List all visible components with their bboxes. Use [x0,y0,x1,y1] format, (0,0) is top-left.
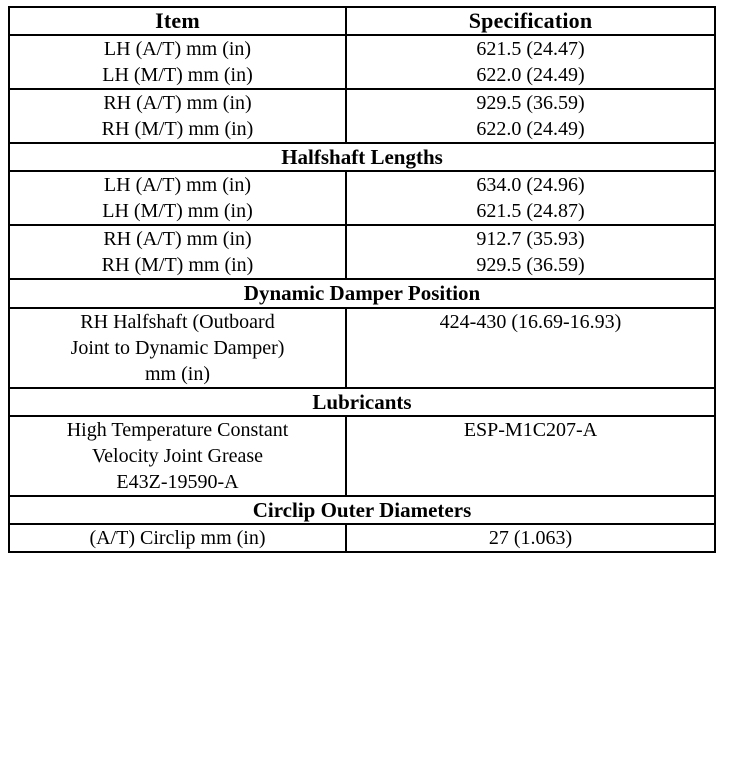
item-text: mm (in) [145,362,210,385]
specification-text: ESP-M1C207-A [463,418,598,441]
specification-cell [346,89,715,143]
specification-table-container [8,6,714,553]
section-heading-text: Dynamic Damper Position [243,281,481,306]
specification-text: 912.7 (35.93) [476,228,585,251]
table-row [9,225,715,279]
section-heading-cell [9,279,715,307]
specification-cell [346,35,715,89]
item-cell [9,416,346,496]
section-heading-cell [9,496,715,524]
item-cell [9,524,346,552]
item-cell [9,171,346,225]
item-text: RH (A/T) mm (in) [103,228,252,251]
table-row [9,496,715,524]
table-header-row [9,7,715,35]
section-heading-text: Halfshaft Lengths [281,145,443,169]
item-text: (A/T) Circlip mm (in) [89,527,266,549]
item-text: LH (M/T) mm (in) [102,200,253,223]
item-text: RH (A/T) mm (in) [103,92,252,114]
item-cell [9,308,346,388]
item-text: LH (A/T) mm (in) [103,174,252,197]
specification-text: 622.0 (24.49) [476,64,585,86]
section-heading-cell [9,388,715,416]
item-cell [9,35,346,89]
item-text: E43Z-19590-A [116,470,239,493]
item-text: RH Halfshaft (Outboard [80,310,275,333]
specification-text: 634.0 (24.96) [476,174,585,197]
column-header-item: Item [9,7,346,35]
table-row [9,89,715,143]
item-cell [9,225,346,279]
table-row [9,35,715,89]
item-text: RH (M/T) mm (in) [101,118,254,140]
specification-table [8,6,716,553]
table-row [9,416,715,496]
specification-text: 424-430 (16.69-16.93) [439,310,622,333]
section-heading-text: Circlip Outer Diameters [252,497,472,522]
table-row [9,279,715,307]
item-cell [9,89,346,143]
specification-cell [346,308,715,388]
item-text: RH (M/T) mm (in) [101,254,254,277]
table-row [9,171,715,225]
specification-cell [346,171,715,225]
table-body [9,35,715,552]
table-row [9,388,715,416]
specification-cell [346,416,715,496]
table-row [9,524,715,552]
specification-text: 621.5 (24.47) [476,38,585,60]
specification-cell [346,524,715,552]
item-text: High Temperature Constant [66,418,289,441]
specification-text: 621.5 (24.87) [476,200,585,223]
specification-text: 622.0 (24.49) [476,118,585,140]
table-row [9,308,715,388]
item-text: LH (M/T) mm (in) [102,64,253,86]
section-heading-text: Lubricants [312,389,412,414]
specification-cell [346,225,715,279]
item-text: LH (A/T) mm (in) [103,38,252,60]
specification-text: 929.5 (36.59) [476,254,585,277]
specification-text: 929.5 (36.59) [476,92,585,114]
specification-text: 27 (1.063) [488,527,573,549]
section-heading-cell [9,143,715,171]
item-text: Joint to Dynamic Damper) [70,336,285,359]
table-row [9,143,715,171]
column-header-specification: Specification [346,7,715,35]
item-text: Velocity Joint Grease [91,444,264,467]
